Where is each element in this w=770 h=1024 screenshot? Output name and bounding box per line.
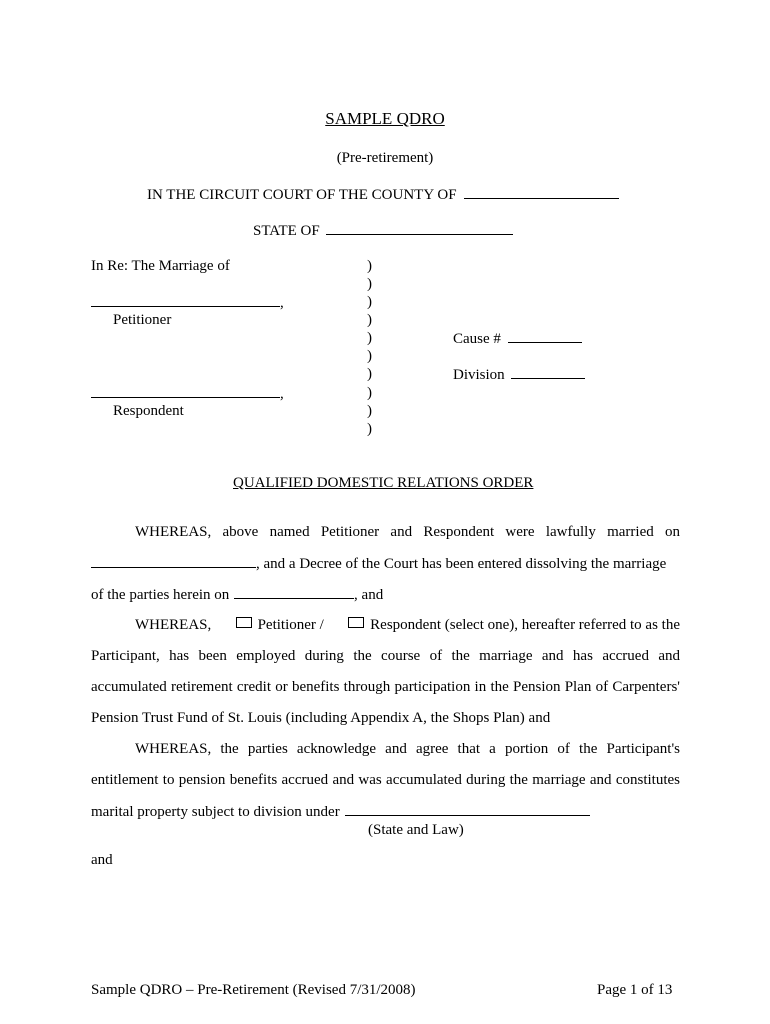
respondent-label: Respondent: [113, 403, 184, 419]
state-law-blank[interactable]: [345, 802, 590, 816]
document-title: SAMPLE QDRO: [325, 109, 445, 128]
respondent-name-blank[interactable]: [91, 384, 280, 398]
p1-line1: WHEREAS, above named Petitioner and Respondent were lawfully married on: [135, 524, 680, 540]
cause-label: Cause #: [453, 331, 501, 347]
cause-line: [453, 329, 582, 348]
p3-line3: [91, 802, 590, 821]
decree-date-blank[interactable]: [234, 585, 354, 599]
comma: ,: [280, 295, 284, 311]
paren-1: ): [367, 258, 372, 274]
footer-left: Sample QDRO – Pre-Retirement (Revised 7/31/2008): [91, 982, 416, 998]
division-line: [453, 365, 585, 384]
in-re-label: In Re: The Marriage of: [91, 258, 230, 274]
petitioner-name-blank[interactable]: [91, 293, 280, 307]
paren-8: ): [367, 385, 372, 401]
respondent-checkbox[interactable]: [348, 617, 364, 628]
paren-4: ): [367, 312, 372, 328]
petitioner-name-line: [91, 293, 284, 312]
p1-line3: [91, 585, 383, 604]
cause-blank[interactable]: [508, 329, 582, 343]
division-label: Division: [453, 367, 505, 383]
petitioner-option[interactable]: [236, 616, 324, 634]
p1-line3-text: of the parties herein on: [91, 587, 230, 603]
p2-line3: accumulated retirement credit or benefits through participation in the Pension Plan of Carpenters': [91, 679, 680, 695]
respondent-option-label: Respondent (select one), hereafter referred to as the: [370, 617, 680, 633]
state-line-text: STATE OF: [253, 223, 320, 239]
state-law-caption: (State and Law): [368, 822, 464, 838]
respondent-name-line: [91, 384, 284, 403]
paren-7: ): [367, 366, 372, 382]
paren-5: ): [367, 330, 372, 346]
p3-line2: entitlement to pension benefits accrued and was accumulated during the marriage and constitutes: [91, 772, 680, 788]
document-subtitle: (Pre-retirement): [336, 150, 434, 166]
marriage-date-blank[interactable]: [91, 554, 256, 568]
p2-line1: [135, 616, 680, 634]
court-line: [147, 185, 619, 204]
petitioner-checkbox[interactable]: [236, 617, 252, 628]
paren-3: ): [367, 294, 372, 310]
p3-line3-text: marital property subject to division under: [91, 804, 340, 820]
paren-2: ): [367, 276, 372, 292]
p1-line3-end: , and: [354, 587, 384, 603]
petitioner-label: Petitioner: [113, 312, 172, 328]
p2-line2: Participant, has been employed during the course of the marriage and has accrued and: [91, 648, 680, 664]
paren-9: ): [367, 403, 372, 419]
and-text: and: [91, 852, 113, 868]
paren-6: ): [367, 348, 372, 364]
paren-10: ): [367, 421, 372, 437]
p3-line1: WHEREAS, the parties acknowledge and agree that a portion of the Participant's: [135, 741, 680, 757]
page-number: Page 1 of 13: [597, 982, 673, 998]
order-heading: QUALIFIED DOMESTIC RELATIONS ORDER: [233, 475, 534, 491]
respondent-option[interactable]: [348, 616, 680, 634]
comma: ,: [280, 386, 284, 402]
division-blank[interactable]: [511, 365, 585, 379]
court-line-text: IN THE CIRCUIT COURT OF THE COUNTY OF: [147, 187, 457, 203]
p2-line4: Pension Trust Fund of St. Louis (including Appendix A, the Shops Plan) and: [91, 710, 551, 726]
p1-line2: [91, 554, 666, 573]
p2-whereas: WHEREAS,: [135, 617, 212, 633]
petitioner-option-label: Petitioner /: [257, 617, 324, 633]
state-line: [253, 221, 513, 240]
county-blank[interactable]: [464, 185, 619, 199]
state-blank[interactable]: [326, 221, 513, 235]
p1-line2-text: , and a Decree of the Court has been entered dissolving the marriage: [256, 556, 667, 572]
